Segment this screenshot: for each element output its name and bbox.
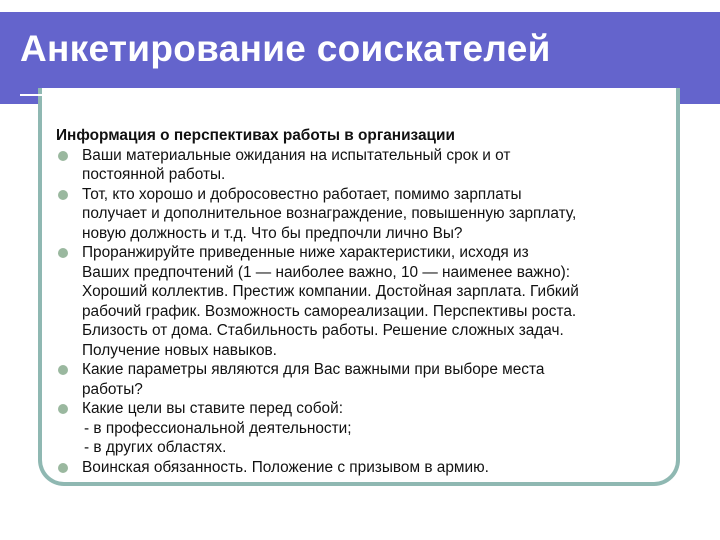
title-underline [20,94,636,96]
bullet-text-line: Воинская обязанность. Положение с призывом в армию. [82,458,489,476]
bullet-text-line: Какие цели вы ставите перед собой: [82,400,343,417]
bullet-item [56,399,676,458]
bullet-text-line: Получение новых навыков. [82,341,277,359]
bullet-item [56,458,676,478]
bullet-text-line: рабочий график. Возможность самореализации. Перспективы роста. [82,302,577,320]
bullet-item [56,243,676,360]
slide-title: Анкетирование соискателей [20,28,551,69]
bullet-text-line: получает и дополнительное вознаграждение, повышенную зарплату, [82,205,577,222]
bullet-icon [58,151,68,161]
bullet-text-line: работы? [82,380,143,398]
bullet-text-line: Проранжируйте приведенные ниже характеристики, исходя из [82,244,529,261]
bullet-text-line: постоянной работы. [82,166,226,183]
bullet-sub-line: - в других областях. [84,439,227,456]
bullet-sub-line: - в профессиональной деятельности; [84,419,352,437]
bullet-icon [58,404,68,414]
bullet-icon [58,190,68,200]
bullet-item [56,185,676,244]
bullet-text-line: Ваши материальные ожидания на испытательный срок и от [82,146,511,164]
bullet-text-line: Близость от дома. Стабильность работы. Решение сложных задач. [82,322,564,339]
content-heading: Информация о перспективах работы в организации [56,127,455,144]
content-body [56,126,676,477]
bullet-text-line: новую должность и т.д. Что бы предпочли лично Вы? [82,224,463,242]
bullet-text-line: Тот, кто хорошо и добросовестно работает, помимо зарплаты [82,185,522,203]
bullet-item [56,146,676,185]
bullet-icon [58,365,68,375]
bullet-text-line: Хороший коллектив. Престиж компании. Достойная зарплата. Гибкий [82,283,579,300]
bullet-icon [58,463,68,473]
bullet-text-line: Ваших предпочтений (1 — наиболее важно, 10 — наименее важно): [82,263,571,281]
bullet-list [56,146,676,478]
bullet-text-line: Какие параметры являются для Вас важными при выборе места [82,361,545,378]
bullet-icon [58,248,68,258]
bullet-item [56,360,676,399]
